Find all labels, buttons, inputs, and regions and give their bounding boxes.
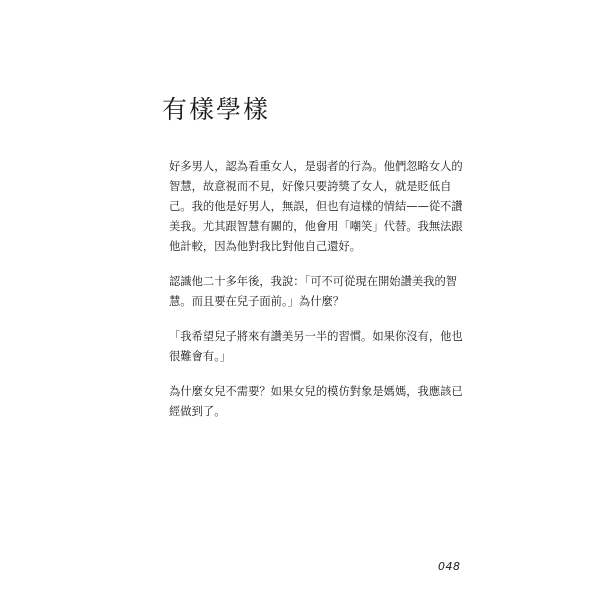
paragraph-4 (169, 382, 469, 422)
text-line: 認識他二十多年後，我說：「可不可從現在開始讚美我的智 (169, 275, 458, 288)
text-line: 「我希望兒子將來有讚美另一半的習慣。如果你沒有，他也 (169, 330, 463, 343)
paragraph-2 (169, 272, 469, 312)
paragraph-1 (169, 157, 469, 257)
text-line: 他計較，因為他對我比對他自己還好。 (169, 240, 362, 253)
text-line: 己。我的他是好男人，無誤，但也有這樣的情結——從不讚 (169, 200, 463, 213)
page-number: 048 (438, 560, 461, 573)
text-line: 為什麼女兒不需要？如果女兒的模仿對象是媽媽，我應該已 (169, 385, 463, 398)
text-line: 經做到了。 (169, 405, 226, 418)
text-line: 慧。而且要在兒子面前。」為什麼？ (169, 295, 345, 308)
chapter-title: 有樣學樣 (162, 95, 271, 124)
text-line: 很難會有。」 (169, 350, 232, 363)
body-text (169, 157, 469, 437)
text-line: 美我。尤其跟智慧有關的，他會用「嘲笑」代替。我無法跟 (169, 220, 463, 233)
text-line: 智慧，故意視而不見，好像只要誇獎了女人，就是貶低自 (169, 180, 452, 193)
text-line: 好多男人，認為看重女人，是弱者的行為。他們忽略女人的 (169, 160, 463, 173)
paragraph-3 (169, 327, 469, 367)
